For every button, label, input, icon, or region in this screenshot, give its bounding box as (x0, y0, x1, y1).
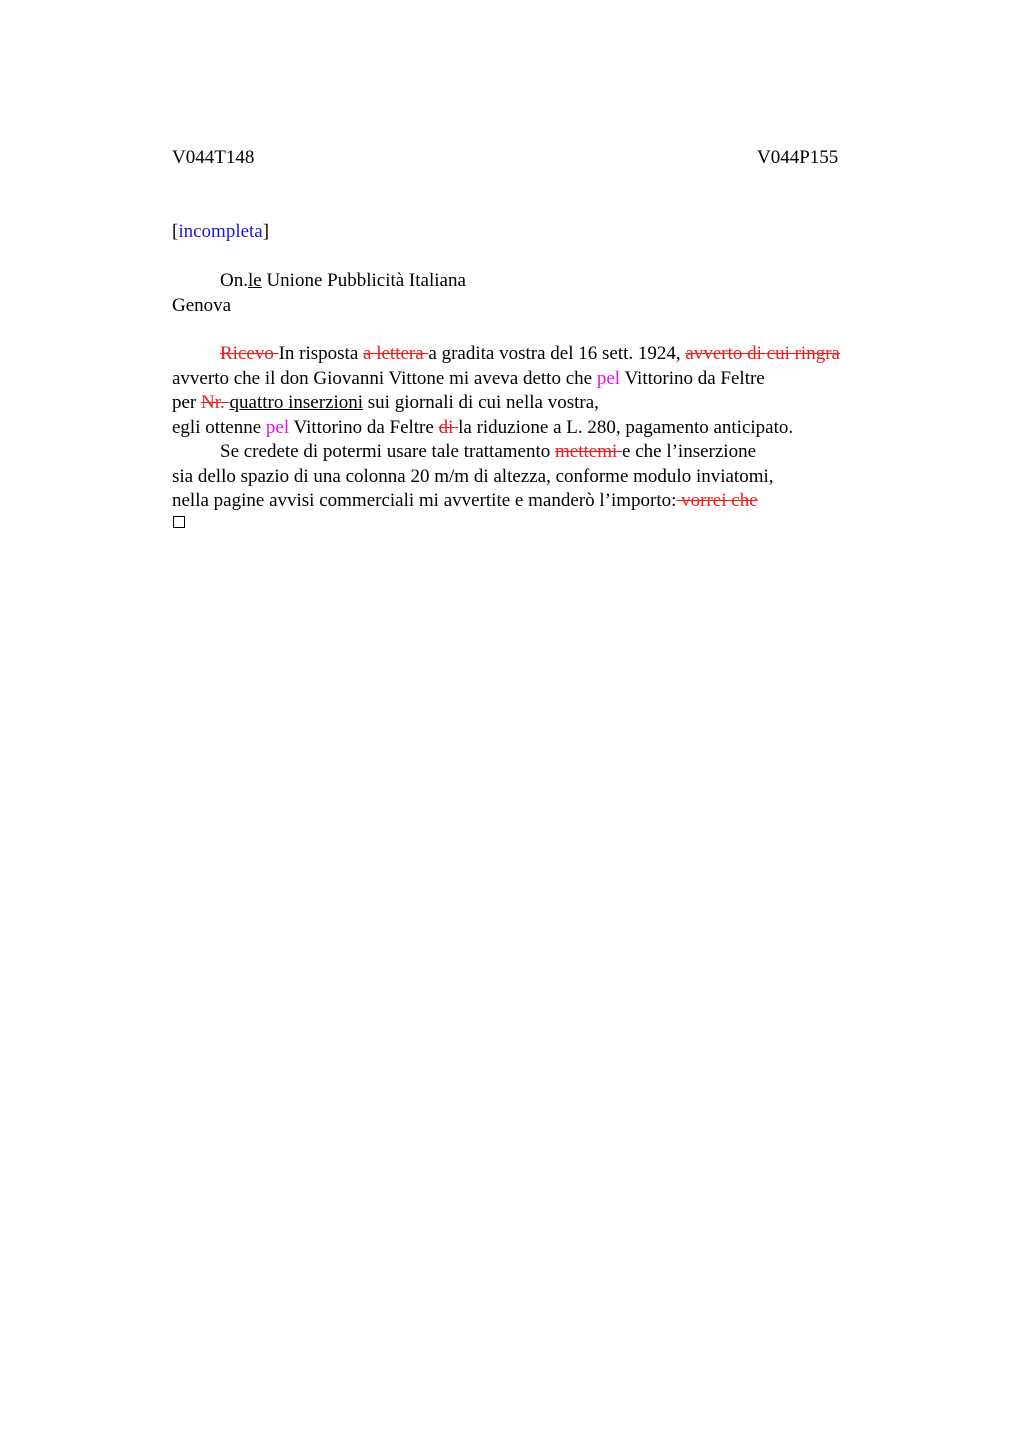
underlined-text: quattro inserzioni (229, 392, 364, 413)
deleted-text: avverto di cui ringra (685, 343, 840, 364)
end-marker-square (173, 516, 185, 528)
body-text: a gradita vostra del 16 sett. 1924, (428, 343, 686, 364)
body-text: In risposta (278, 343, 364, 364)
body-line-5 (220, 440, 756, 464)
body-line-7 (172, 489, 758, 513)
deleted-text: a lettera (363, 343, 429, 364)
recipient-abbrev: le (247, 270, 262, 291)
body-line-3 (172, 391, 599, 415)
body-text: per (172, 392, 202, 413)
document-reference-left: V044T148 (172, 147, 255, 168)
recipient-city: Genova (172, 295, 232, 316)
body-text: nella pagine avvisi commerciali mi avvertite e manderò l’importo: (172, 490, 677, 511)
status-note (172, 220, 269, 244)
status-bracket-close: ] (262, 221, 270, 242)
recipient-prefix: On. (220, 270, 248, 291)
document-reference-right: V044P155 (757, 147, 839, 168)
body-text: Se credete di potermi usare tale trattamento (220, 441, 555, 462)
body-text: sia dello spazio di una colonna 20 m/m di altezza, conforme modulo inviatomi, (172, 466, 774, 487)
body-line-1 (220, 342, 840, 366)
body-text: Vittorino da Feltre (620, 368, 765, 389)
body-text: avverto che il don Giovanni Vittone mi aveva detto che (172, 368, 597, 389)
body-text: la riduzione a L. 280, pagamento anticipato. (458, 417, 794, 438)
body-text: sui giornali di cui nella vostra, (363, 392, 599, 413)
highlighted-word: pel (265, 417, 290, 438)
body-line-6 (172, 465, 774, 489)
status-tag: incompleta (178, 221, 263, 242)
status-bracket-open: [ (172, 221, 179, 242)
deleted-text: vorrei che (676, 490, 758, 511)
body-line-4 (172, 416, 793, 440)
recipient-line (220, 269, 466, 293)
deleted-text: mettemi (555, 441, 623, 462)
body-text: e che l’inserzione (622, 441, 756, 462)
highlighted-word: pel (596, 368, 621, 389)
body-text: egli ottenne (172, 417, 266, 438)
deleted-text: Nr. (201, 392, 230, 413)
recipient-name: Unione Pubblicità Italiana (261, 270, 466, 291)
body-line-2 (172, 367, 765, 391)
deleted-text: Ricevo (220, 343, 279, 364)
body-text: Vittorino da Feltre (289, 417, 439, 438)
deleted-text: di (438, 417, 459, 438)
